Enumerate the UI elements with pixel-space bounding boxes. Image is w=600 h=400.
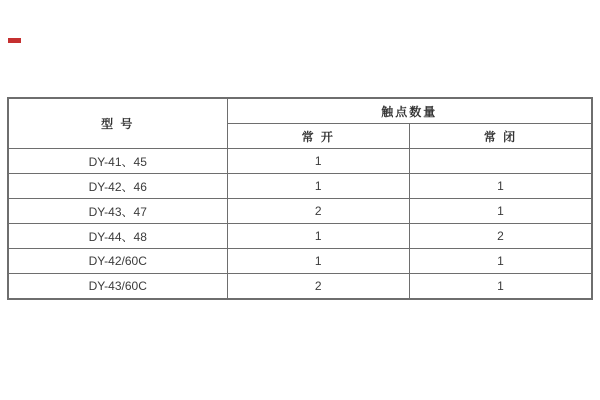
normally-open-header-cell: 常 开 — [227, 124, 410, 149]
table-row — [8, 274, 592, 300]
red-accent-dash — [8, 38, 21, 43]
table-row — [8, 249, 592, 274]
spec-table — [7, 97, 593, 300]
model-cell: DY-43、47 — [8, 199, 227, 224]
normally-open-cell: 2 — [227, 274, 410, 300]
normally-open-cell: 1 — [227, 249, 410, 274]
model-cell: DY-42、46 — [8, 174, 227, 199]
normally-open-cell: 1 — [227, 174, 410, 199]
normally-open-cell: 1 — [227, 149, 410, 174]
table-row — [8, 224, 592, 249]
contact-quantity-header-cell: 触点数量 — [227, 98, 592, 124]
table-row — [8, 149, 592, 174]
normally-closed-cell — [410, 149, 593, 174]
normally-closed-cell: 1 — [410, 274, 593, 300]
normally-open-cell: 1 — [227, 224, 410, 249]
normally-closed-cell: 1 — [410, 174, 593, 199]
model-cell: DY-43/60C — [8, 274, 227, 300]
model-cell: DY-44、48 — [8, 224, 227, 249]
normally-closed-cell: 2 — [410, 224, 593, 249]
normally-closed-header-cell: 常 闭 — [410, 124, 593, 149]
table-row — [8, 199, 592, 224]
contact-spec-table — [7, 97, 593, 300]
normally-closed-cell: 1 — [410, 249, 593, 274]
model-cell: DY-41、45 — [8, 149, 227, 174]
model-cell: DY-42/60C — [8, 249, 227, 274]
table-row — [8, 174, 592, 199]
header-row-top — [8, 98, 592, 124]
model-header-cell: 型 号 — [8, 98, 227, 149]
normally-closed-cell: 1 — [410, 199, 593, 224]
normally-open-cell: 2 — [227, 199, 410, 224]
